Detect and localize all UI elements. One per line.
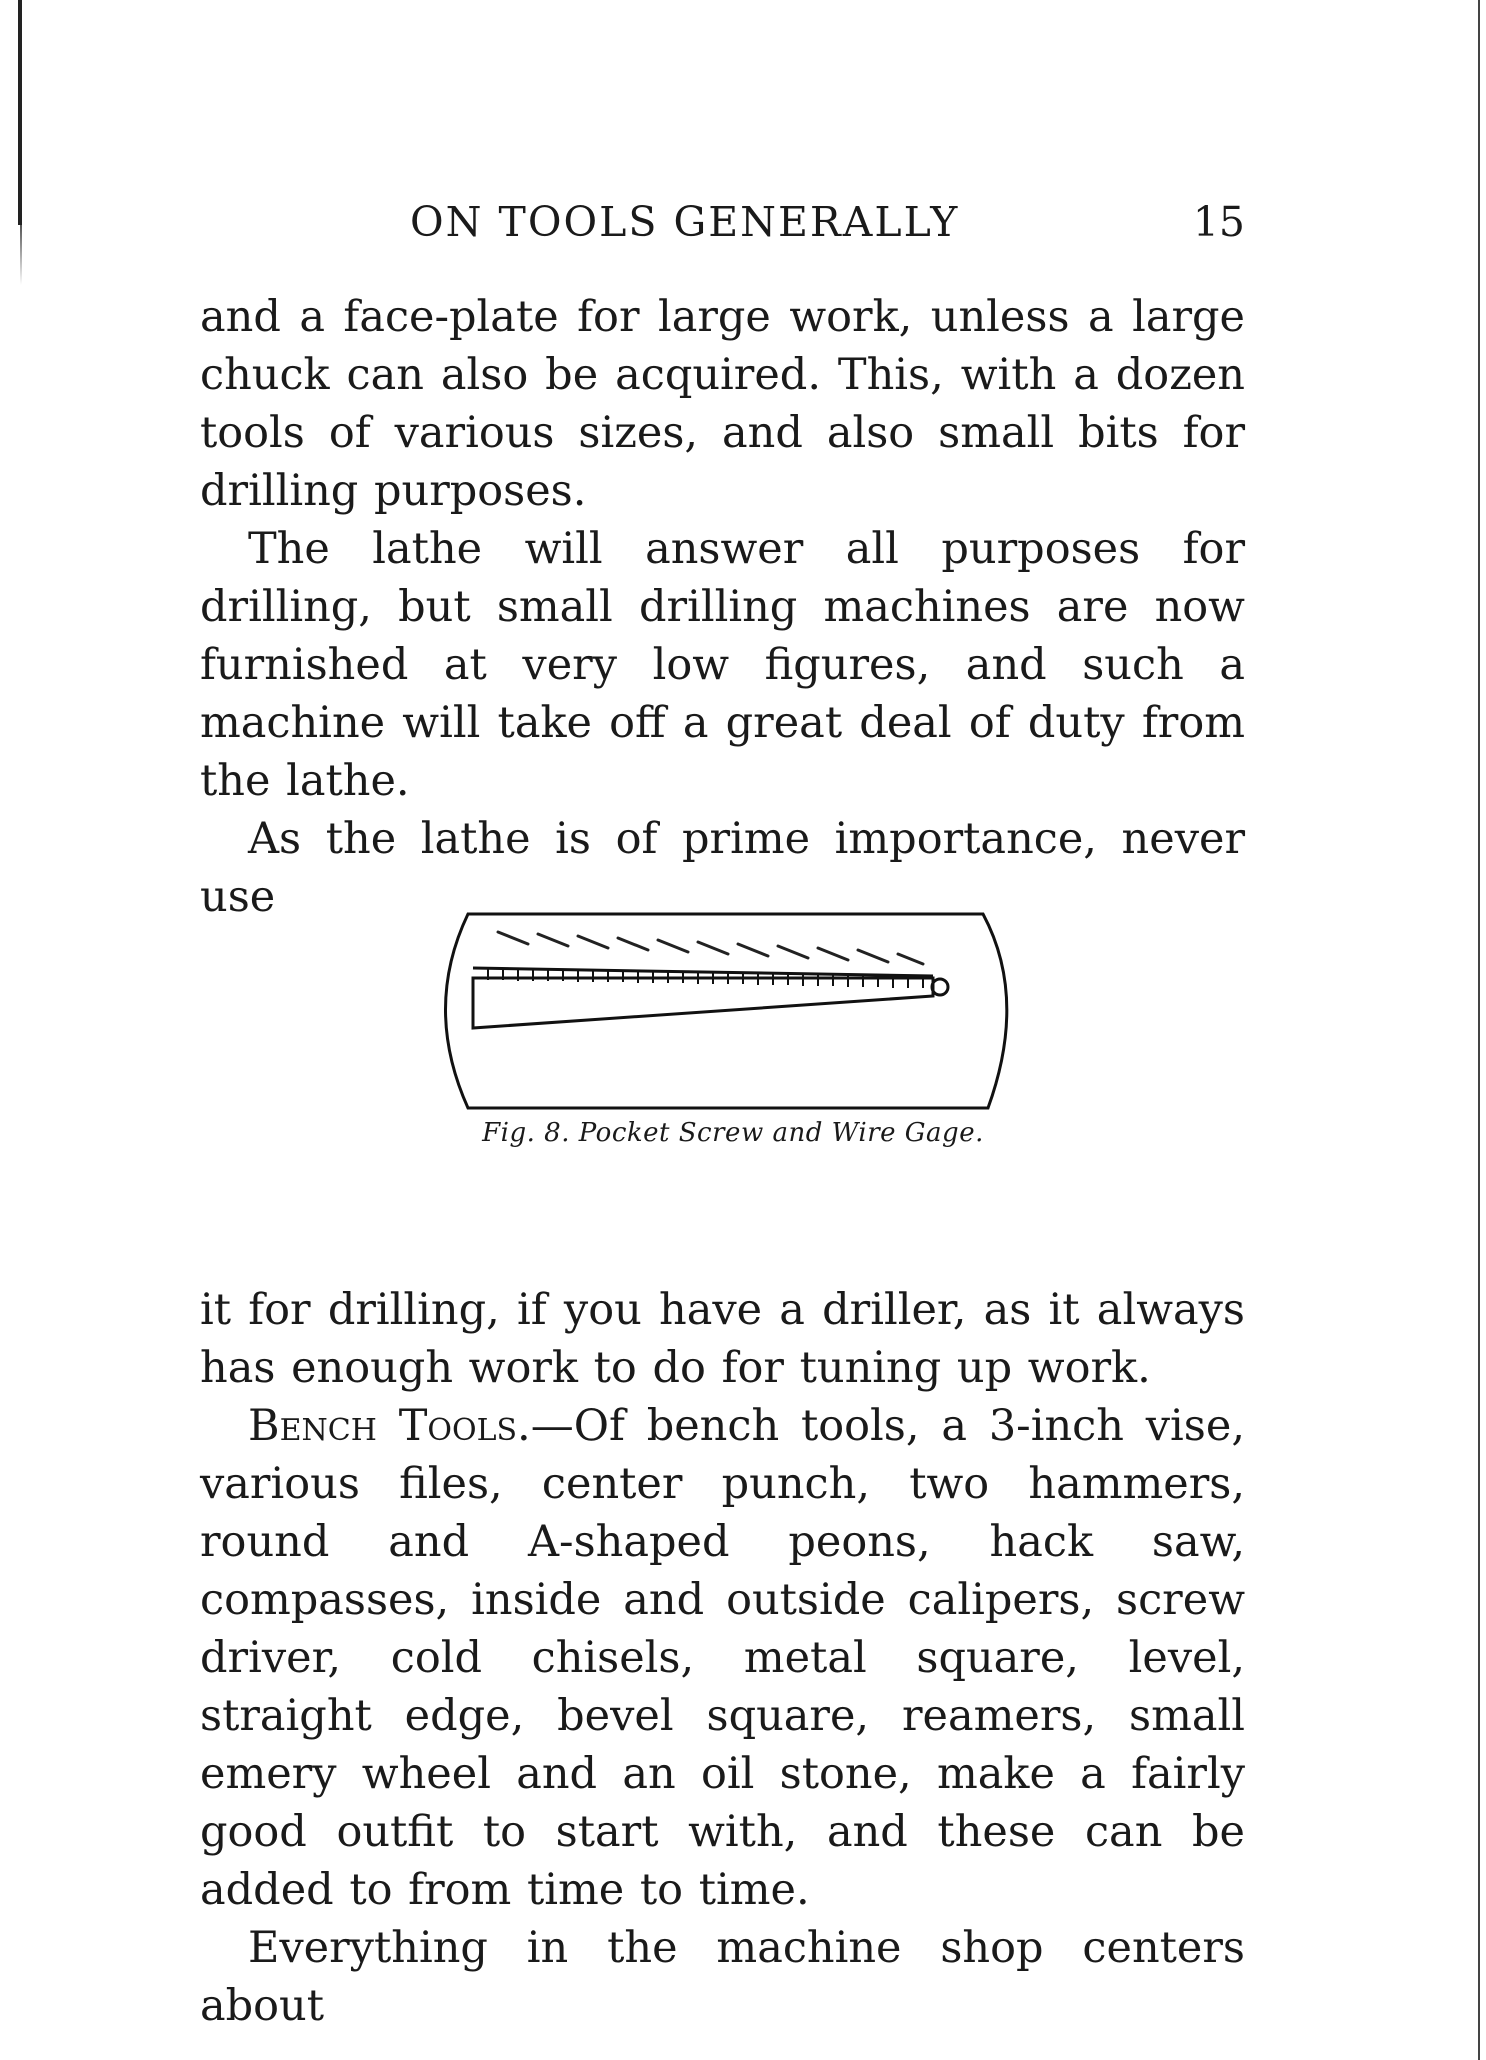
paragraph: As the lathe is of prime importance, never use <box>200 814 1245 922</box>
bench-tools-text: .—Of bench tools, a 3-inch vise, various files, center punch, two hammers, round and A-shaped peons, hack saw, compasses, inside and outside calipers, screw driver, cold chisels, metal square, level, straight edge, bevel square, reamers, small emery wheel and an oil stone, make a fairly good outfit to start with, and these can be added to from time to time. <box>200 1401 1245 1915</box>
page-number: 15 <box>1192 198 1245 246</box>
paragraph: and a face-plate for large work, unless a large chuck can also be acquired. This, with a dozen tools of various sizes, and also small bits for drilling purposes. <box>200 292 1245 516</box>
text-block-bottom <box>200 1281 1245 2035</box>
gage-number-marks <box>498 932 923 964</box>
figure-caption: Fig. 8. Pocket Screw and Wire Gage. <box>482 1118 984 1148</box>
page-header <box>200 198 1245 254</box>
paragraph: The lathe will answer all purposes for drilling, but small drilling machines are now furnished at very low figures, and such a machine will take off a great deal of duty from the lathe. <box>200 524 1245 806</box>
paragraph-bench-tools <box>200 1397 1245 1919</box>
scan-edge-fade <box>20 225 22 285</box>
scan-edge-mark <box>18 0 22 225</box>
page-edge-rule <box>1478 0 1480 2060</box>
bench-tools-lead: Bench Tools <box>248 1401 518 1451</box>
paragraph: Everything in the machine shop centers about <box>200 1923 1245 2031</box>
running-title: ON TOOLS GENERALLY <box>410 198 960 246</box>
text-block-top <box>200 288 1245 926</box>
paragraph: it for drilling, if you have a driller, as it always has enough work to do for tuning up work. <box>200 1285 1245 1393</box>
